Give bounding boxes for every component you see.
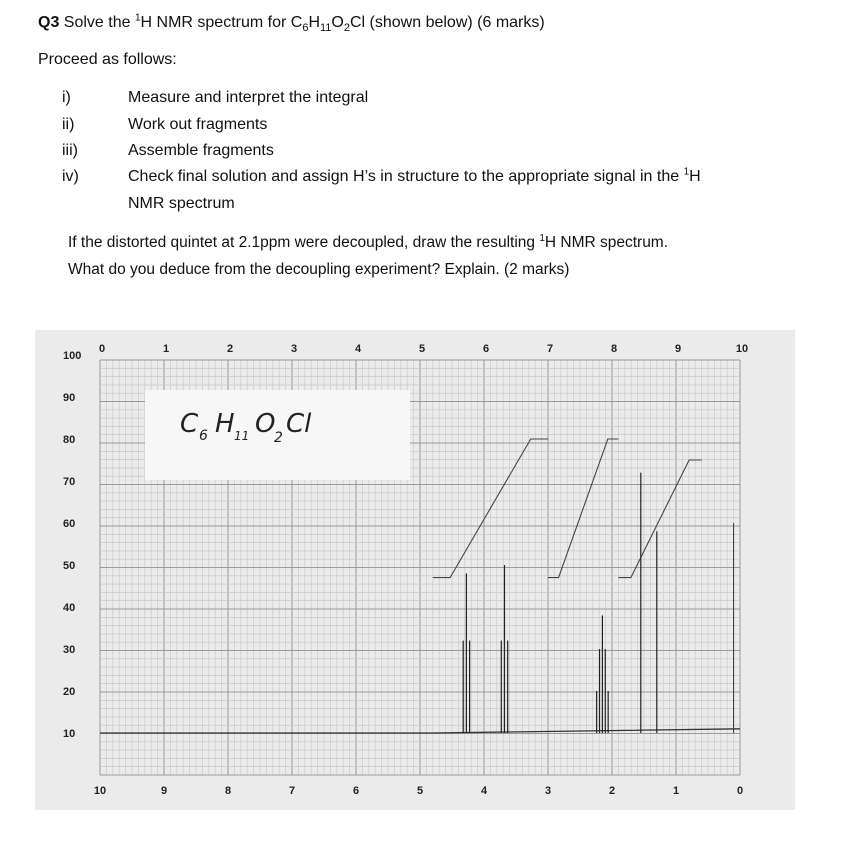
- title-text: Solve the: [63, 14, 135, 31]
- formula-h: H: [215, 409, 235, 439]
- step-text: [128, 168, 701, 186]
- ppm-tick-label: 3: [544, 785, 552, 797]
- top-scale-label: 2: [226, 343, 234, 355]
- formula-h: H: [308, 14, 320, 31]
- decoupling-question-line1: [68, 233, 668, 253]
- ppm-tick-label: 8: [224, 785, 232, 797]
- ppm-tick-label: 5: [416, 785, 424, 797]
- ppm-tick-label: 2: [608, 785, 616, 797]
- decoupling-question-line2: What do you deduce from the decoupling experiment? Explain. (2 marks): [68, 261, 570, 278]
- integral-tick-label: 10: [63, 728, 76, 740]
- top-scale-label: 8: [610, 343, 618, 355]
- integral-tick-label: 70: [63, 476, 76, 488]
- step-text-b: H: [689, 168, 701, 185]
- nmr-spectrum-chart: [35, 330, 795, 810]
- step-number: iv): [62, 168, 79, 185]
- ppm-tick-label: 10: [93, 785, 107, 797]
- integral-tick-label: 20: [63, 686, 76, 698]
- question-title: [38, 13, 545, 33]
- top-scale-label: 9: [674, 343, 682, 355]
- ppm-tick-label: 6: [352, 785, 360, 797]
- formula-cl: Cl: [286, 409, 312, 439]
- formula-sub-6: 6: [199, 428, 208, 444]
- top-scale-label: 10: [735, 343, 749, 355]
- integral-tick-label: 60: [63, 518, 76, 530]
- decoupling-text: If the distorted quintet at 2.1ppm were decoupled, draw the resulting: [68, 234, 540, 251]
- top-scale-label: 6: [482, 343, 490, 355]
- integral-tick-label: 90: [63, 392, 76, 404]
- ppm-tick-label: 1: [672, 785, 680, 797]
- step-number: ii): [62, 116, 75, 133]
- title-text-post: (shown below) (6 marks): [365, 14, 545, 31]
- step-text: Measure and interpret the integral: [128, 89, 369, 106]
- title-text-mid: H NMR spectrum for C: [140, 14, 303, 31]
- formula-sub-2: 2: [343, 22, 350, 35]
- decoupling-text-post: H NMR spectrum.: [544, 234, 669, 251]
- integral-tick-label: 40: [63, 602, 76, 614]
- step-text-a: Check final solution and assign H’s in structure to the appropriate signal in the: [128, 168, 684, 185]
- step-number: iii): [62, 142, 78, 159]
- formula-o: O: [331, 14, 344, 31]
- ppm-tick-label: 0: [736, 785, 744, 797]
- step-text: Work out fragments: [128, 116, 268, 133]
- formula-sub-11: 11: [320, 22, 332, 35]
- ppm-tick-label: 9: [160, 785, 168, 797]
- proceed-label: Proceed as follows:: [38, 51, 177, 68]
- top-scale-label: 3: [290, 343, 298, 355]
- integral-tick-label: 80: [63, 434, 76, 446]
- ppm-tick-label: 7: [288, 785, 296, 797]
- integral-tick-label: 50: [63, 560, 76, 572]
- formula-c: C: [180, 409, 199, 439]
- title-sup: 1: [134, 12, 141, 24]
- integral-tick-label: 100: [63, 350, 82, 362]
- formula-o: O: [255, 409, 276, 439]
- formula-sub-11: 11: [234, 429, 250, 443]
- ppm-tick-label: 4: [480, 785, 488, 797]
- top-scale-label: 5: [418, 343, 426, 355]
- step-number: i): [62, 89, 71, 106]
- formula-sub-2: 2: [274, 430, 283, 446]
- decoupling-sup: 1: [539, 232, 545, 244]
- top-scale-label: 0: [98, 343, 106, 355]
- top-scale-label: 7: [546, 343, 554, 355]
- formula-cl: Cl: [350, 14, 366, 31]
- top-scale-label: 1: [162, 343, 170, 355]
- step-text: Assemble fragments: [128, 142, 274, 159]
- step-text-continued: NMR spectrum: [128, 195, 235, 212]
- integral-tick-label: 30: [63, 644, 76, 656]
- top-scale-label: 4: [354, 343, 362, 355]
- question-number: Q3: [38, 14, 60, 31]
- formula-sub-6: 6: [302, 22, 309, 35]
- step-sup: 1: [683, 166, 690, 178]
